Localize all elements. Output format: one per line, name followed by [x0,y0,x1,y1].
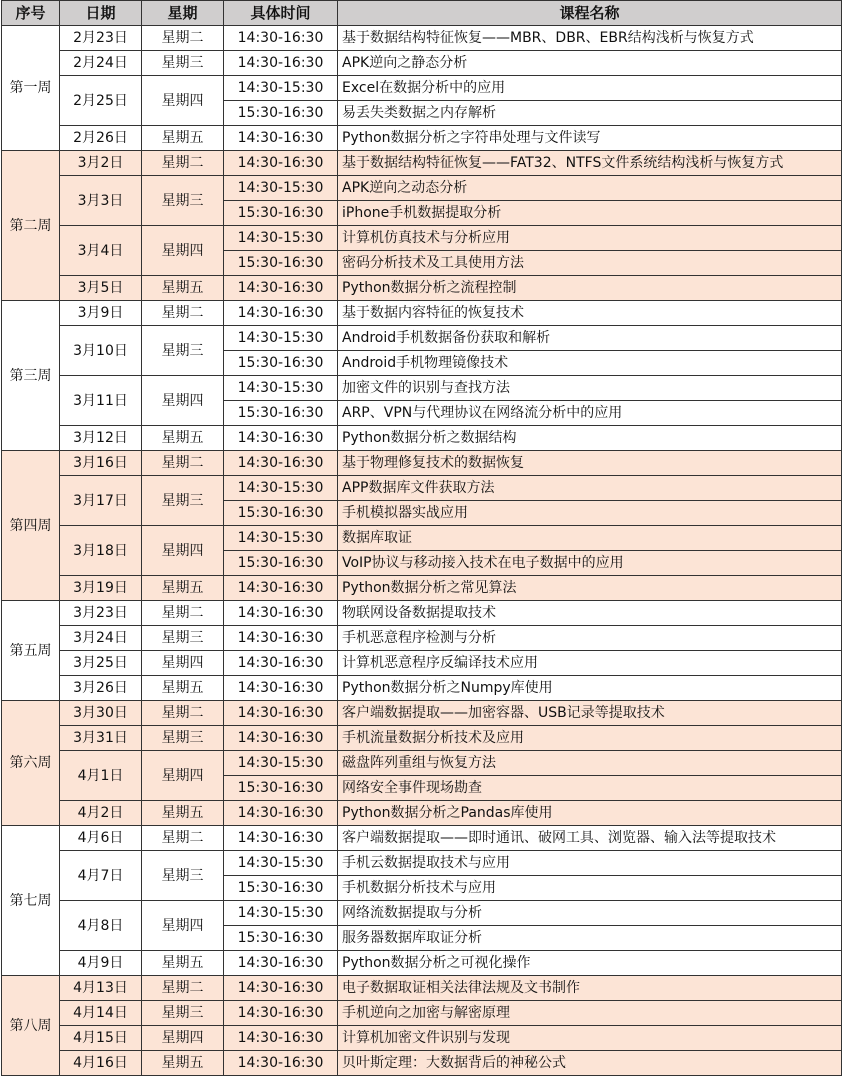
course-name-cell: 计算机加密文件识别与发现 [338,1026,842,1051]
date-cell: 4月1日 [60,751,142,801]
date-cell: 4月13日 [60,976,142,1001]
weekday-cell: 星期五 [142,126,224,151]
table-row [2,526,842,551]
weekday-cell: 星期三 [142,851,224,901]
table-row [2,476,842,501]
course-name-cell: APP数据库文件获取方法 [338,476,842,501]
header-index: 序号 [2,1,60,26]
date-cell: 3月30日 [60,701,142,726]
time-cell: 14:30-15:30 [224,901,338,926]
weekday-cell: 星期五 [142,951,224,976]
time-cell: 14:30-16:30 [224,276,338,301]
weekday-cell: 星期四 [142,376,224,426]
course-name-cell: 加密文件的识别与查找方法 [338,376,842,401]
date-cell: 3月25日 [60,651,142,676]
time-cell: 15:30-16:30 [224,551,338,576]
course-name-cell: 电子数据取证相关法律法规及文书制作 [338,976,842,1001]
table-body [2,26,842,1076]
course-name-cell: APK逆向之静态分析 [338,51,842,76]
table-row [2,51,842,76]
date-cell: 3月10日 [60,326,142,376]
weekday-cell: 星期三 [142,326,224,376]
table-row [2,576,842,601]
course-name-cell: Python数据分析之可视化操作 [338,951,842,976]
weekday-cell: 星期三 [142,626,224,651]
table-row [2,326,842,351]
date-cell: 3月18日 [60,526,142,576]
date-cell: 4月7日 [60,851,142,901]
date-cell: 3月9日 [60,301,142,326]
weekday-cell: 星期二 [142,26,224,51]
time-cell: 15:30-16:30 [224,101,338,126]
time-cell: 15:30-16:30 [224,401,338,426]
weekday-cell: 星期四 [142,76,224,126]
date-cell: 3月5日 [60,276,142,301]
date-cell: 3月2日 [60,151,142,176]
course-name-cell: 基于数据结构特征恢复——FAT32、NTFS文件系统结构浅析与恢复方式 [338,151,842,176]
time-cell: 14:30-16:30 [224,1026,338,1051]
table-row [2,426,842,451]
date-cell: 3月26日 [60,676,142,701]
header-time: 具体时间 [224,1,338,26]
date-cell: 3月31日 [60,726,142,751]
course-name-cell: VoIP协议与移动接入技术在电子数据中的应用 [338,551,842,576]
course-name-cell: 基于物理修复技术的数据恢复 [338,451,842,476]
weekday-cell: 星期四 [142,651,224,676]
course-name-cell: Excel在数据分析中的应用 [338,76,842,101]
table-row [2,701,842,726]
week-label: 第三周 [2,301,60,451]
weekday-cell: 星期五 [142,276,224,301]
week-label: 第六周 [2,701,60,826]
date-cell: 3月4日 [60,226,142,276]
time-cell: 14:30-16:30 [224,1051,338,1076]
table-row [2,751,842,776]
table-row [2,601,842,626]
date-cell: 3月17日 [60,476,142,526]
time-cell: 14:30-16:30 [224,601,338,626]
course-name-cell: Android手机物理镜像技术 [338,351,842,376]
table-row [2,226,842,251]
weekday-cell: 星期四 [142,1026,224,1051]
weekday-cell: 星期二 [142,601,224,626]
weekday-cell: 星期三 [142,51,224,76]
course-name-cell: 手机流量数据分析技术及应用 [338,726,842,751]
time-cell: 15:30-16:30 [224,501,338,526]
table-row [2,26,842,51]
course-name-cell: Python数据分析之Pandas库使用 [338,801,842,826]
date-cell: 2月25日 [60,76,142,126]
time-cell: 15:30-16:30 [224,776,338,801]
table-row [2,151,842,176]
time-cell: 14:30-15:30 [224,476,338,501]
course-name-cell: 计算机仿真技术与分析应用 [338,226,842,251]
date-cell: 4月2日 [60,801,142,826]
table-row [2,1026,842,1051]
time-cell: 14:30-16:30 [224,301,338,326]
weekday-cell: 星期五 [142,801,224,826]
date-cell: 4月15日 [60,1026,142,1051]
course-name-cell: 客户端数据提取——即时通讯、破网工具、浏览器、输入法等提取技术 [338,826,842,851]
course-name-cell: Python数据分析之Numpy库使用 [338,676,842,701]
week-label: 第四周 [2,451,60,601]
time-cell: 14:30-16:30 [224,676,338,701]
time-cell: 14:30-16:30 [224,801,338,826]
date-cell: 2月26日 [60,126,142,151]
table-row [2,676,842,701]
course-name-cell: 手机模拟器实战应用 [338,501,842,526]
course-name-cell: 磁盘阵列重组与恢复方法 [338,751,842,776]
date-cell: 4月14日 [60,1001,142,1026]
course-name-cell: 易丢失类数据之内存解析 [338,101,842,126]
weekday-cell: 星期三 [142,476,224,526]
weekday-cell: 星期二 [142,151,224,176]
course-name-cell: 基于数据结构特征恢复——MBR、DBR、EBR结构浅析与恢复方式 [338,26,842,51]
weekday-cell: 星期二 [142,701,224,726]
date-cell: 2月24日 [60,51,142,76]
time-cell: 14:30-16:30 [224,426,338,451]
table-row [2,651,842,676]
table-row [2,176,842,201]
header-weekday: 星期 [142,1,224,26]
time-cell: 14:30-16:30 [224,451,338,476]
time-cell: 14:30-16:30 [224,576,338,601]
time-cell: 15:30-16:30 [224,201,338,226]
week-label: 第八周 [2,976,60,1076]
weekday-cell: 星期四 [142,901,224,951]
time-cell: 14:30-16:30 [224,951,338,976]
course-name-cell: 数据库取证 [338,526,842,551]
date-cell: 3月3日 [60,176,142,226]
course-name-cell: Python数据分析之字符串处理与文件读写 [338,126,842,151]
time-cell: 14:30-16:30 [224,826,338,851]
week-label: 第七周 [2,826,60,976]
weekday-cell: 星期三 [142,176,224,226]
course-name-cell: 客户端数据提取——加密容器、USB记录等提取技术 [338,701,842,726]
table-row [2,901,842,926]
time-cell: 14:30-16:30 [224,726,338,751]
course-name-cell: 手机逆向之加密与解密原理 [338,1001,842,1026]
time-cell: 15:30-16:30 [224,251,338,276]
time-cell: 14:30-15:30 [224,176,338,201]
table-row [2,726,842,751]
table-row [2,851,842,876]
weekday-cell: 星期五 [142,676,224,701]
table-row [2,376,842,401]
course-name-cell: 物联网设备数据提取技术 [338,601,842,626]
course-name-cell: APK逆向之动态分析 [338,176,842,201]
course-name-cell: 贝叶斯定理：大数据背后的神秘公式 [338,1051,842,1076]
course-name-cell: ARP、VPN与代理协议在网络流分析中的应用 [338,401,842,426]
table-row [2,826,842,851]
time-cell: 14:30-15:30 [224,751,338,776]
time-cell: 14:30-16:30 [224,976,338,1001]
time-cell: 14:30-15:30 [224,226,338,251]
date-cell: 3月19日 [60,576,142,601]
header-date: 日期 [60,1,142,26]
course-name-cell: 手机恶意程序检测与分析 [338,626,842,651]
weekday-cell: 星期四 [142,226,224,276]
time-cell: 14:30-16:30 [224,51,338,76]
course-name-cell: Python数据分析之流程控制 [338,276,842,301]
time-cell: 14:30-16:30 [224,126,338,151]
weekday-cell: 星期五 [142,426,224,451]
weekday-cell: 星期四 [142,526,224,576]
time-cell: 14:30-16:30 [224,626,338,651]
time-cell: 14:30-16:30 [224,701,338,726]
week-label: 第五周 [2,601,60,701]
weekday-cell: 星期四 [142,751,224,801]
table-row [2,626,842,651]
date-cell: 3月12日 [60,426,142,451]
weekday-cell: 星期三 [142,1001,224,1026]
course-name-cell: 计算机恶意程序反编译技术应用 [338,651,842,676]
table-row [2,76,842,101]
date-cell: 4月8日 [60,901,142,951]
table-row [2,301,842,326]
time-cell: 15:30-16:30 [224,351,338,376]
table-row [2,276,842,301]
header-course: 课程名称 [338,1,842,26]
time-cell: 15:30-16:30 [224,926,338,951]
date-cell: 3月16日 [60,451,142,476]
time-cell: 14:30-16:30 [224,651,338,676]
time-cell: 14:30-15:30 [224,326,338,351]
table-row [2,801,842,826]
table-header [2,1,842,26]
table-row [2,126,842,151]
weekday-cell: 星期三 [142,726,224,751]
weekday-cell: 星期二 [142,451,224,476]
course-name-cell: 手机数据分析技术与应用 [338,876,842,901]
course-schedule-table [1,0,842,1076]
weekday-cell: 星期二 [142,301,224,326]
course-name-cell: iPhone手机数据提取分析 [338,201,842,226]
table-row [2,451,842,476]
date-cell: 3月11日 [60,376,142,426]
course-name-cell: Python数据分析之常见算法 [338,576,842,601]
table-row [2,1001,842,1026]
course-name-cell: 网络流数据提取与分析 [338,901,842,926]
date-cell: 4月6日 [60,826,142,851]
course-name-cell: Android手机数据备份获取和解析 [338,326,842,351]
time-cell: 14:30-15:30 [224,526,338,551]
time-cell: 14:30-15:30 [224,851,338,876]
header-row [2,1,842,26]
time-cell: 14:30-16:30 [224,1001,338,1026]
time-cell: 15:30-16:30 [224,876,338,901]
time-cell: 14:30-16:30 [224,151,338,176]
date-cell: 4月16日 [60,1051,142,1076]
table-row [2,951,842,976]
course-name-cell: 基于数据内容特征的恢复技术 [338,301,842,326]
date-cell: 4月9日 [60,951,142,976]
weekday-cell: 星期二 [142,976,224,1001]
weekday-cell: 星期五 [142,1051,224,1076]
course-name-cell: 服务器数据库取证分析 [338,926,842,951]
date-cell: 3月23日 [60,601,142,626]
table-row [2,976,842,1001]
week-label: 第二周 [2,151,60,301]
weekday-cell: 星期五 [142,576,224,601]
time-cell: 14:30-15:30 [224,376,338,401]
week-label: 第一周 [2,26,60,151]
time-cell: 14:30-15:30 [224,76,338,101]
course-name-cell: 手机云数据提取技术与应用 [338,851,842,876]
course-name-cell: 网络安全事件现场勘查 [338,776,842,801]
weekday-cell: 星期二 [142,826,224,851]
time-cell: 14:30-16:30 [224,26,338,51]
course-name-cell: 密码分析技术及工具使用方法 [338,251,842,276]
date-cell: 2月23日 [60,26,142,51]
course-name-cell: Python数据分析之数据结构 [338,426,842,451]
date-cell: 3月24日 [60,626,142,651]
table-row [2,1051,842,1076]
